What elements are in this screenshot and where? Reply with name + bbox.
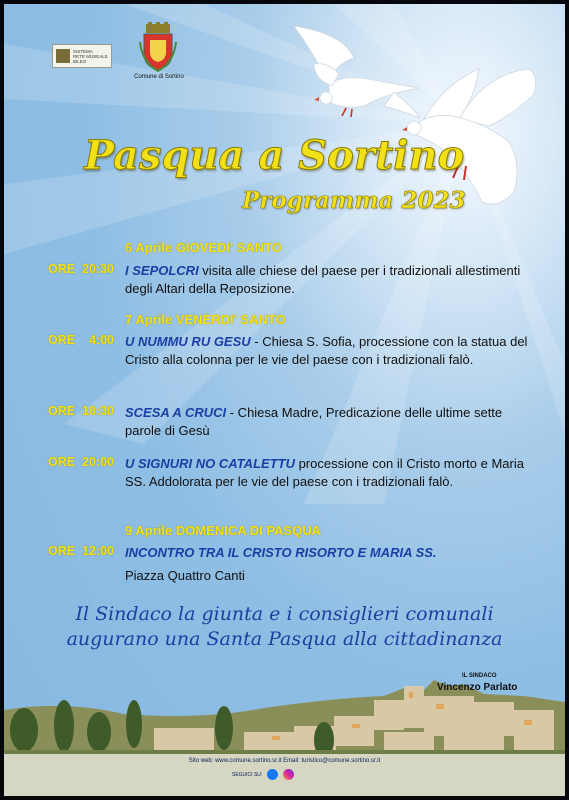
facebook-icon[interactable]	[267, 769, 278, 780]
footer-contacts: Sito web: www.comune.sortino.sr.it Email: turistico@comune.sortino.sr.it	[188, 758, 381, 764]
town-crest-icon	[138, 22, 178, 72]
greeting-message	[4, 602, 565, 652]
event-time: ORE 4:00	[48, 333, 114, 347]
day-header-sunday: 9 Aprile DOMENICA DI PASQUA	[125, 523, 321, 538]
event-name: SCESA A CRUCI	[125, 405, 227, 420]
event-name: INCONTRO TRA IL CRISTO RISORTO E MARIA SS.	[125, 545, 437, 560]
event-time: ORE 20:00	[48, 455, 115, 469]
logo-text: SISTEMA RETE MUSEALE IBLEO	[73, 48, 108, 64]
event-text: processione con il Cristo morto e Maria SS. Addolorata per le vie del paese con i tradizionali falò.	[125, 456, 524, 489]
event-text: - Chiesa S. Sofia, processione con la statua del Cristo alla colonna per le vie del paese con i tradizionali falò.	[125, 334, 528, 367]
greeting-line-1: Il Sindaco la giunta e i consiglieri comunali	[75, 603, 494, 625]
mayor-title: IL SINDACO	[462, 673, 497, 679]
museum-logo-mark	[56, 49, 70, 63]
event-name: I SEPOLCRI	[125, 263, 199, 278]
event-time: ORE 12:00	[48, 544, 115, 558]
event-description	[125, 404, 535, 440]
day-header-thursday: 6 Aprile GIOVEDI' SANTO	[125, 240, 282, 255]
event-text: - Chiesa Madre, Predicazione delle ultime sette parole di Gesù	[125, 405, 503, 438]
event-text: visita alle chiese del paese per i tradizionali allestimenti degli Altari della Reposizione.	[125, 263, 521, 296]
event-time: ORE 18:30	[48, 404, 115, 418]
event-time: ORE 20:30	[48, 262, 115, 276]
poster-subtitle: Programma 2023	[242, 187, 466, 214]
instagram-icon[interactable]	[283, 769, 294, 780]
event-description	[125, 262, 535, 298]
poster-title: Pasqua a Sortino	[84, 132, 465, 179]
event-name: U SIGNURI NO CATALETTU	[125, 456, 295, 471]
sistema-museale-logo	[52, 44, 112, 68]
event-description	[125, 455, 535, 491]
comune-label: Comune di Sortino	[134, 74, 184, 80]
event-description	[125, 544, 535, 585]
greeting-line-2: augurano una Santa Pasqua alla cittadinanza	[66, 628, 503, 650]
mayor-name: Vincenzo Parlato	[437, 682, 518, 693]
day-header-friday: 7 Aprile VENERDI' SANTO	[125, 312, 286, 327]
event-place: Piazza Quattro Canti	[125, 568, 245, 583]
event-description	[125, 333, 535, 369]
event-name: U NUMMU RU GESU	[125, 334, 251, 349]
follow-label: SEGUICI SU:	[232, 771, 263, 778]
social-follow-row	[232, 769, 294, 780]
